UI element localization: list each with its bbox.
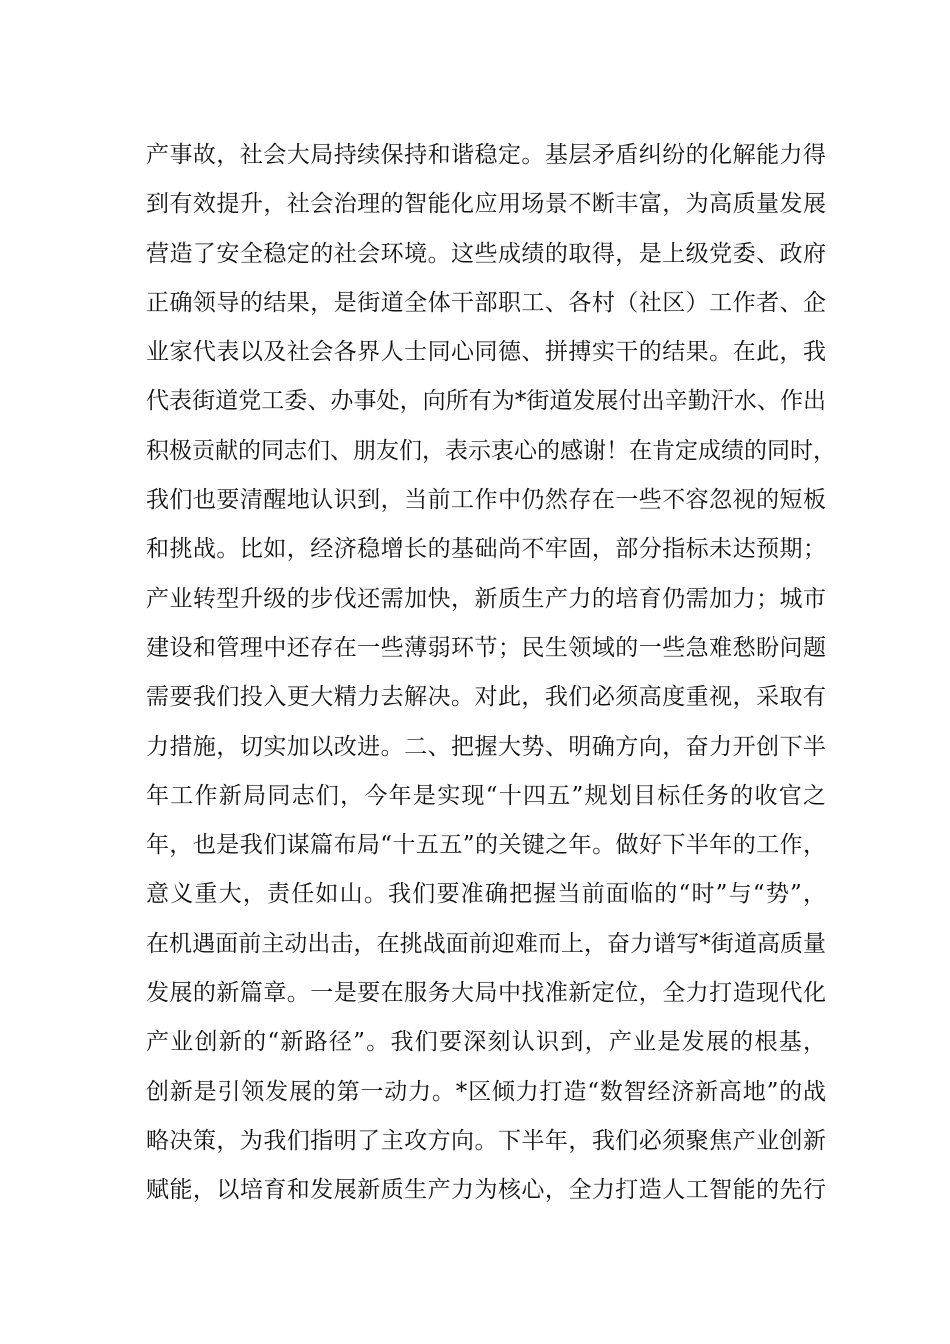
text-line: 和挑战。比如，经济稳增长的基础尚不牢固，部分指标未达预期； <box>146 536 826 563</box>
text-line: 代表街道党工委、办事处，向所有为*街道发展付出辛勤汗水、作出 <box>146 388 826 415</box>
text-line: 业家代表以及社会各界人士同心同德、拼搏实干的结果。在此，我 <box>146 339 826 366</box>
body-text <box>146 131 836 1216</box>
text-line: 意义重大，责任如山。我们要准确把握当前面临的“时”与“势”， <box>146 881 826 908</box>
text-line: 产业创新的“新路径”。我们要深刻认识到，产业是发展的根基， <box>146 1029 826 1056</box>
text-line: 年工作新局同志们，今年是实现“十四五”规划目标任务的收官之 <box>146 782 826 809</box>
text-line: 赋能，以培育和发展新质生产力为核心，全力打造人工智能的先行 <box>146 1177 826 1204</box>
text-line: 需要我们投入更大精力去解决。对此，我们必须高度重视，采取有 <box>146 684 826 711</box>
text-line: 创新是引领发展的第一动力。*区倾力打造“数智经济新高地”的战 <box>146 1078 826 1105</box>
text-line: 在机遇面前主动出击，在挑战面前迎难而上，奋力谱写*街道高质量 <box>146 930 826 957</box>
text-line: 积极贡献的同志们、朋友们，表示衷心的感谢！在肯定成绩的同时， <box>146 437 836 464</box>
text-line: 营造了安全稳定的社会环境。这些成绩的取得，是上级党委、政府 <box>146 240 826 267</box>
text-line: 产业转型升级的步伐还需加快，新质生产力的培育仍需加力；城市 <box>146 585 826 612</box>
text-line: 产事故，社会大局持续保持和谐稳定。基层矛盾纠纷的化解能力得 <box>146 142 826 168</box>
text-line: 力措施，切实加以改进。二、把握大势、明确方向，奋力开创下半 <box>146 733 826 760</box>
text-line: 我们也要清醒地认识到，当前工作中仍然存在一些不容忽视的短板 <box>146 487 826 514</box>
text-line: 发展的新篇章。一是要在服务大局中找准新定位，全力打造现代化 <box>146 980 826 1007</box>
text-line: 年，也是我们谋篇布局“十五五”的关键之年。做好下半年的工作， <box>146 832 826 859</box>
text-line: 到有效提升，社会治理的智能化应用场景不断丰富，为高质量发展 <box>146 191 826 218</box>
text-line: 略决策，为我们指明了主攻方向。下半年，我们必须聚焦产业创新 <box>146 1127 826 1154</box>
text-line: 建设和管理中还存在一些薄弱环节；民生领域的一些急难愁盼问题 <box>146 634 826 661</box>
text-line: 正确领导的结果，是街道全体干部职工、各村（社区）工作者、企 <box>146 289 826 316</box>
